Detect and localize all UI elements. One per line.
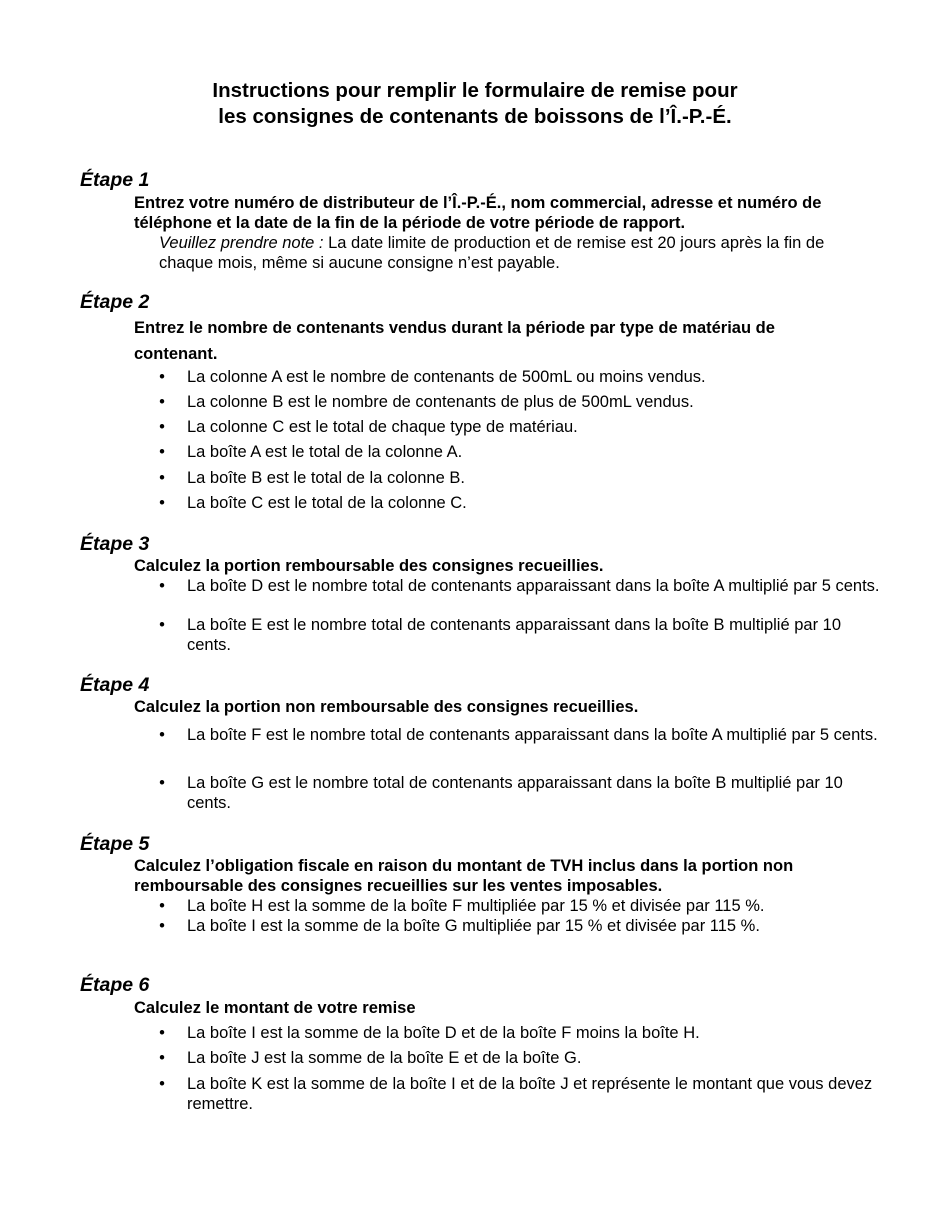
list-item xyxy=(159,576,887,596)
list-item xyxy=(159,468,887,488)
bullet-icon: • xyxy=(159,1049,165,1067)
step-heading: Étape 5 xyxy=(80,833,150,855)
bullet-icon: • xyxy=(159,616,165,634)
step-heading: Étape 3 xyxy=(80,533,150,555)
list-item-text: La boîte I est la somme de la boîte G multipliée par 15 % et divisée par 115 %. xyxy=(187,917,760,935)
step-note xyxy=(159,233,879,273)
bullet-icon: • xyxy=(159,418,165,436)
bullet-icon: • xyxy=(159,774,165,792)
list-item-text: La boîte A est le total de la colonne A. xyxy=(187,443,463,461)
list-item-text: La boîte K est la somme de la boîte I et de la boîte J et représente le montant que vous devez remettre. xyxy=(187,1075,873,1113)
document-title xyxy=(0,78,950,130)
list-item xyxy=(159,417,887,437)
list-item xyxy=(159,493,887,513)
list-item-text: La boîte D est le nombre total de contenants apparaissant dans la boîte A multiplié par 5 cents. xyxy=(187,577,880,595)
bullet-icon: • xyxy=(159,494,165,512)
list-item xyxy=(159,442,887,462)
list-item xyxy=(159,392,887,412)
step-heading: Étape 6 xyxy=(80,974,150,996)
list-item-text: La colonne A est le nombre de contenants de 500mL ou moins vendus. xyxy=(187,368,706,386)
step-intro: Calculez l’obligation fiscale en raison du montant de TVH inclus dans la portion non remboursable des consignes recueillies sur les ventes imposables. xyxy=(134,857,794,895)
list-item xyxy=(159,773,887,813)
list-item xyxy=(159,1048,887,1068)
bullet-icon: • xyxy=(159,469,165,487)
bullet-icon: • xyxy=(159,443,165,461)
list-item xyxy=(159,916,887,936)
note-text: La date limite de production et de remise est 20 jours après la fin de chaque mois, même si aucune consigne n’est payable. xyxy=(159,234,825,272)
title-line-1: Instructions pour remplir le formulaire de remise pour xyxy=(212,79,738,102)
list-item xyxy=(159,722,887,748)
list-item-text: La boîte B est le total de la colonne B. xyxy=(187,469,465,487)
step-heading: Étape 4 xyxy=(80,674,150,696)
list-item-text: La boîte E est le nombre total de contenants apparaissant dans la boîte B multiplié par 10 cents. xyxy=(187,616,841,654)
list-item xyxy=(159,1074,887,1114)
bullet-icon: • xyxy=(159,393,165,411)
list-item-text: La boîte F est le nombre total de contenants apparaissant dans la boîte A multiplié par 5 cents. xyxy=(187,726,878,744)
list-item xyxy=(159,615,887,655)
step-intro: Entrez votre numéro de distributeur de l’Î.-P.-É., nom commercial, adresse et numéro de téléphone et la date de la fin de la période de votre période de rapport. xyxy=(134,194,822,232)
bullet-icon: • xyxy=(159,917,165,935)
list-item-text: La colonne B est le nombre de contenants de plus de 500mL vendus. xyxy=(187,393,694,411)
step-intro: Calculez le montant de votre remise xyxy=(134,999,416,1017)
bullet-icon: • xyxy=(159,726,165,744)
step-heading: Étape 2 xyxy=(80,291,150,313)
step-intro: Entrez le nombre de contenants vendus durant la période par type de matériau de contenant. xyxy=(134,319,775,363)
list-item-text: La boîte C est le total de la colonne C. xyxy=(187,494,467,512)
list-item xyxy=(159,1023,887,1043)
bullet-icon: • xyxy=(159,368,165,386)
step-heading: Étape 1 xyxy=(80,169,150,191)
list-item xyxy=(159,367,887,387)
list-item-text: La boîte H est la somme de la boîte F multipliée par 15 % et divisée par 115 %. xyxy=(187,897,765,915)
bullet-icon: • xyxy=(159,1024,165,1042)
list-item-text: La boîte J est la somme de la boîte E et de la boîte G. xyxy=(187,1049,582,1067)
list-item-text: La colonne C est le total de chaque type de matériau. xyxy=(187,418,578,436)
title-line-2: les consignes de contenants de boissons de l’Î.-P.-É. xyxy=(218,105,732,128)
list-item-text: La boîte I est la somme de la boîte D et de la boîte F moins la boîte H. xyxy=(187,1024,700,1042)
step-intro: Calculez la portion remboursable des consignes recueillies. xyxy=(134,557,604,575)
bullet-icon: • xyxy=(159,577,165,595)
bullet-icon: • xyxy=(159,897,165,915)
step-intro: Calculez la portion non remboursable des consignes recueillies. xyxy=(134,698,639,716)
bullet-icon: • xyxy=(159,1075,165,1093)
note-label: Veuillez prendre note : xyxy=(159,234,324,252)
list-item xyxy=(159,896,887,916)
list-item-text: La boîte G est le nombre total de contenants apparaissant dans la boîte B multiplié par 10 cents. xyxy=(187,774,843,812)
